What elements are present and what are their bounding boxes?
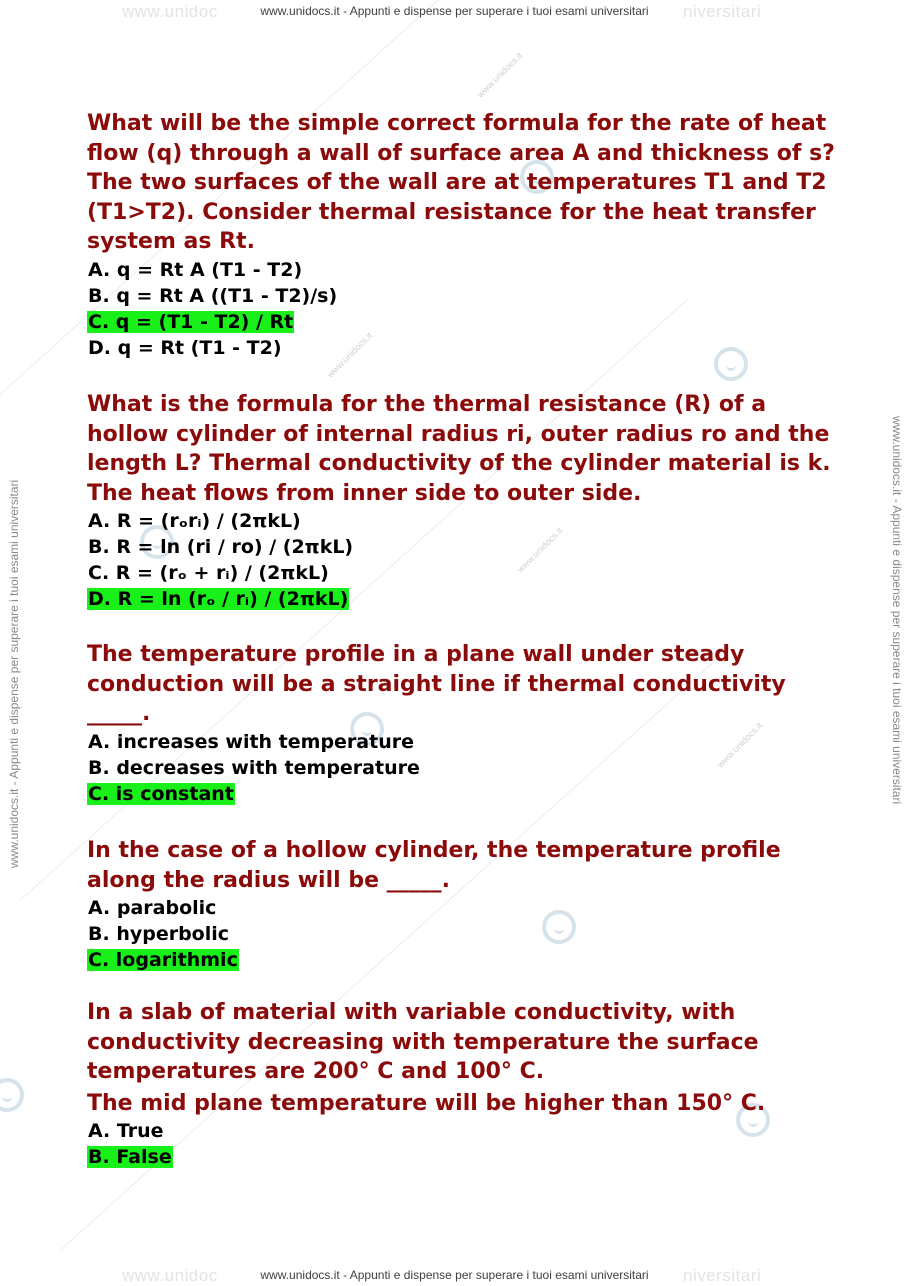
question-block — [87, 998, 847, 1170]
watermark-ghost-text: niversitari — [683, 1266, 762, 1285]
side-watermark-left: www.unidocs.it - Appunti e dispense per superare i tuoi esami universitari — [7, 479, 21, 868]
answer-option: B. R = ln (ri / ro) / (2πkL) — [88, 536, 354, 558]
answer-option: B. q = Rt A ((T1 - T2)/s) — [88, 284, 338, 307]
answer-option: A. parabolic — [88, 897, 217, 919]
answer-option: D. q = Rt (T1 - T2) — [88, 336, 282, 359]
question-text: In the case of a hollow cylinder, the temperature profile along the radius will be _____. — [87, 838, 781, 893]
question-text-continued: The mid plane temperature will be higher than 150° C. — [87, 1090, 766, 1116]
watermark-small-text: www.unidocs.it — [515, 525, 565, 575]
question-text: What will be the simple correct formula for the rate of heat flow (q) through a wall of surface area A and thickness of s? The two surfaces of the wall are at temperatures T1 and T2 (T1>T2). Consider thermal resistance for the heat transfer system as Rt. — [87, 111, 835, 254]
answer-option-correct: B. False — [88, 1146, 172, 1168]
answer-option: A. True — [88, 1120, 164, 1142]
answer-option: A. R = (rₒrᵢ) / (2πkL) — [88, 510, 301, 532]
header-watermark: www.unidocs.it - Appunti e dispense per superare i tuoi esami universitari — [260, 4, 649, 18]
answer-option: A. q = Rt A (T1 - T2) — [88, 258, 303, 281]
watermark-ghost-text: www.unidoc — [122, 1266, 218, 1285]
answer-option-correct: C. logarithmic — [88, 949, 238, 971]
question-block — [87, 836, 847, 973]
watermark-small-text: www.unidocs.it — [325, 330, 375, 380]
question-text: In a slab of material with variable conductivity, with conductivity decreasing with temperature the surface temperatures are 200° C and 100° C. — [87, 1000, 759, 1084]
answer-option-correct: C. is constant — [88, 782, 234, 805]
side-watermark-right: www.unidocs.it - Appunti e dispense per superare i tuoi esami universitari — [890, 416, 904, 805]
watermark-small-text: www.unidocs.it — [475, 50, 525, 100]
unidocs-logo-icon — [0, 1078, 24, 1112]
question-block — [87, 390, 847, 612]
question-text: The temperature profile in a plane wall under steady conduction will be a straight line if thermal conductivity _____. — [87, 642, 786, 726]
watermark-ghost-text: niversitari — [683, 2, 762, 21]
question-block — [87, 640, 847, 807]
answer-option: B. decreases with temperature — [88, 756, 420, 779]
answer-option-correct: D. R = ln (rₒ / rᵢ) / (2πkL) — [88, 588, 349, 610]
question-block — [87, 109, 847, 361]
answer-option: C. R = (rₒ + rᵢ) / (2πkL) — [88, 562, 329, 584]
watermark-ghost-text: www.unidoc — [122, 2, 218, 21]
question-text: What is the formula for the thermal resistance (R) of a hollow cylinder of internal radius ri, outer radius ro and the length L? Thermal conductivity of the cylinder material is k. The heat flows from inner side to outer side. — [87, 392, 831, 506]
watermark-small-text: www.unidocs.it — [715, 720, 765, 770]
answer-option: A. increases with temperature — [88, 730, 414, 753]
answer-option: B. hyperbolic — [88, 923, 230, 945]
answer-option-correct: C. q = (T1 - T2) / Rt — [88, 310, 294, 333]
footer-watermark: www.unidocs.it - Appunti e dispense per superare i tuoi esami universitari — [260, 1268, 649, 1282]
